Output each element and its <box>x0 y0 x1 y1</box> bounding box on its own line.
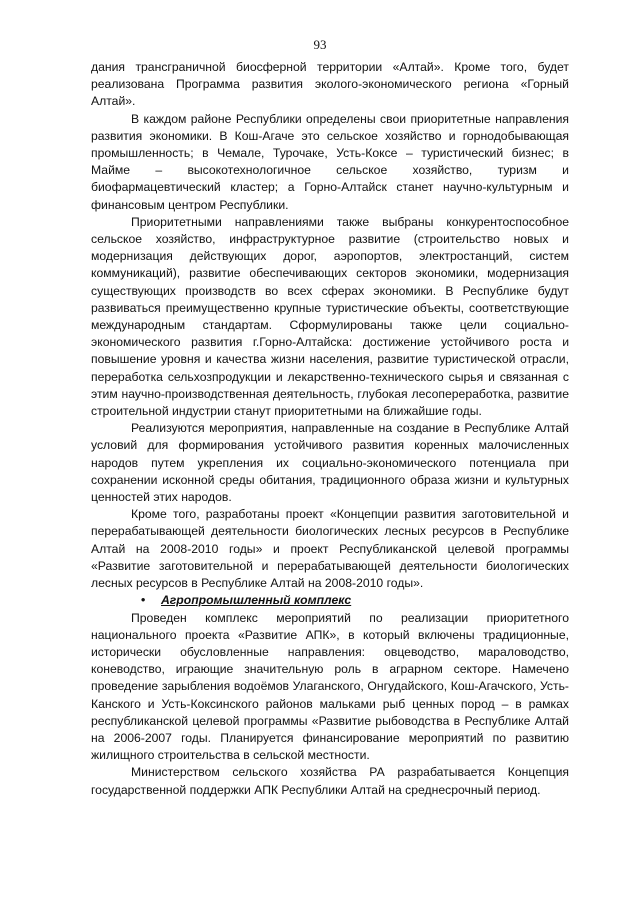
bullet-icon: • <box>141 593 146 608</box>
paragraph-forest-resources: Кроме того, разработаны проект «Концепции развития заготовительной и перерабатывающей деятельности биологических лесных ресурсов в Республике Алтай на 2008-2010 годы» и проект Республиканской целевой программы «Развитие заготовительной и перерабатывающей деятельности биологических лесных ресурсов в Республике Алтай на 2008-2010 годы». <box>91 507 569 591</box>
paragraph-district-priorities: В каждом районе Республики определены свои приоритетные направления развития экономики. В Кош-Агаче это сельское хозяйство и горнодобывающая промышленность; в Чемале, Турочаке, Усть-Коксе – туристический бизнес; в Майме – высокотехнологичное сельское хозяйство, туризм и биофармацевтический кластер; а Горно-Алтайск станет научно-культурным и финансовым центром Республики. <box>91 111 569 212</box>
paragraph-apk-project: Проведен комплекс мероприятий по реализации приоритетного национального проекта «Развитие АПК», в который включены традиционные, исторически обусловленные направления: овцеводство, мараловодство, коневодство, играющие значительную роль в аграрном секторе. Намечено проведение зарыбления водоёмов Улаганского, Онгудайского, Кош-Агачского, Усть-Канского и Усть-Коксинского районов мальками рыб ценных пород – в рамках республиканской целевой программы «Развитие рыбоводства в Республике Алтай на 2006-2007 годы. Планируется финансирование мероприятий по развитию жилищного строительства в сельской местности. <box>91 610 569 763</box>
paragraph-apk-concept: Министерством сельского хозяйства РА разрабатывается Концепция государственной поддержки АПК Республики Алтай на среднесрочный период. <box>91 765 569 797</box>
section-title: Агропромышленный комплекс <box>161 593 352 608</box>
paragraph-indigenous-peoples: Реализуются мероприятия, направленные на создание в Республике Алтай условий для формирования устойчивого развития коренных малочисленных народов путем укрепления их социально-экономического потенциала при сохранении исконной среды обитания, традиционного образа жизни и культурных ценностей этих народов. <box>91 421 569 505</box>
section-heading <box>91 592 569 609</box>
page-number: 93 <box>313 37 327 52</box>
page-body <box>91 59 569 799</box>
paragraph-priority-directions: Приоритетными направлениями также выбраны конкурентоспособное сельское хозяйство, инфраструктурное развитие (строительство новых и модернизация действующих дорог, аэропортов, электростанций, систем коммуникаций), развитие обеспечивающих секторов экономики, модернизация существующих производств во всех сферах экономики. В Республике будут развиваться преимущественно крупные туристические объекты, соответствующие международным стандартам. Сформулированы также цели социально-экономического развития г.Горно-Алтайска: достижение устойчивого роста и повышение уровня и качества жизни населения, развитие туристической отрасли, переработка сельхозпродукции и лекарственно-технического сырья и связанная с этим научно-производственная деятельность, глубокая лесопереработка, развитие строительной индустрии станут приоритетными на ближайшие годы. <box>91 214 569 419</box>
paragraph-continuation: дания трансграничной биосферной территории «Алтай». Кроме того, будет реализована Программа развития эколого-экономического региона «Горный Алтай». <box>91 60 569 109</box>
